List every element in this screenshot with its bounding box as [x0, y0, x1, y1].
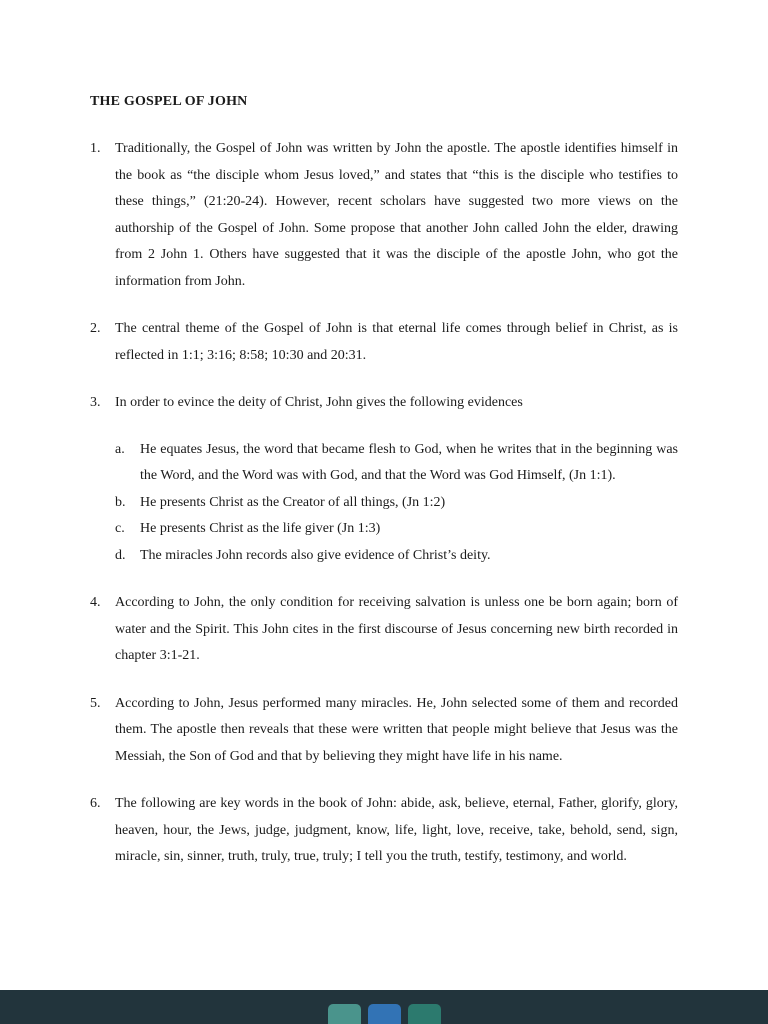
list-item-3-number: 3.: [90, 395, 101, 410]
sublist-item-d-letter: d.: [115, 547, 126, 563]
blue-app-tile-icon[interactable]: [368, 1004, 401, 1024]
footer-banner: [0, 990, 768, 1024]
sublist-item-b: [115, 490, 678, 517]
list-item-2-text: The central theme of the Gospel of John is that eternal life comes through belief in Christ, as is reflected in 1:1; 3:16; 8:58; 10:30 and 20:31.: [115, 321, 678, 363]
green-app-tile-icon[interactable]: [408, 1004, 441, 1024]
sublist-item-b-letter: b.: [115, 494, 126, 510]
sublist-item-d: [115, 543, 678, 570]
list-item-1: [90, 136, 678, 295]
sublist-item-c-letter: c.: [115, 521, 125, 536]
list-item-2-number: 2.: [90, 321, 101, 336]
list-item-3-body: [115, 390, 678, 569]
list-item-6-text: The following are key words in the book of John: abide, ask, believe, eternal, Father, glorify, glory, heaven, hour, the Jews, judge, judgment, know, life, light, love, receive, take, behold, send, sign, miracle, sin, sinner, truth, truly, true, truly; I tell you the truth, testify, testimony, and world.: [115, 796, 678, 864]
list-item-2: [90, 316, 678, 369]
list-item-3-subitems: [115, 437, 678, 570]
list-item-1-number: 1.: [90, 141, 101, 156]
list-item-4: [90, 590, 678, 670]
document-title: THE GOSPEL OF JOHN: [90, 94, 248, 109]
list-item-3: [90, 390, 678, 569]
sublist-item-a-text: He equates Jesus, the word that became flesh to God, when he writes that in the beginning was the Word, and the Word was with God, and that the Word was God Himself, (Jn 1:1).: [140, 441, 678, 483]
teal-app-tile-icon[interactable]: [328, 1004, 361, 1024]
sublist-item-b-text: He presents Christ as the Creator of all things, (Jn 1:2): [140, 494, 446, 510]
list-item-6-number: 6.: [90, 796, 101, 811]
sublist-item-a-letter: a.: [115, 441, 125, 457]
list-item-1-text: Traditionally, the Gospel of John was written by John the apostle. The apostle identifies himself in the book as “the disciple whom Jesus loved,” and states that “this is the disciple who testifies to these things,” (21:20-24). However, recent scholars have suggested two more views on the authorship of the Gospel of John. Some propose that another John called John the elder, drawing from 2 John 1. Others have suggested that it was the disciple of the apostle John, who got the information from John.: [115, 141, 678, 289]
list-item-6: [90, 791, 678, 871]
sublist-item-c: [115, 516, 678, 543]
list-item-5: [90, 691, 678, 771]
sublist-item-c-text: He presents Christ as the life giver (Jn 1:3): [140, 521, 381, 536]
list-item-3-text: In order to evince the deity of Christ, John gives the following evidences: [115, 395, 523, 410]
list-item-5-text: According to John, Jesus performed many miracles. He, John selected some of them and recorded them. The apostle then reveals that these were written that people might believe that Jesus was the Messiah, the Son of God and that by believing they might have life in his name.: [115, 695, 678, 764]
list-item-4-number: 4.: [90, 595, 101, 610]
list-item-4-text: According to John, the only condition for receiving salvation is unless one be born again; born of water and the Spirit. This John cites in the first discourse of Jesus concerning new birth recorded in chapter 3:1-21.: [115, 595, 678, 663]
list-item-5-number: 5.: [90, 695, 101, 711]
sublist-item-a: [115, 437, 678, 490]
sublist-item-d-text: The miracles John records also give evidence of Christ’s deity.: [140, 547, 491, 563]
